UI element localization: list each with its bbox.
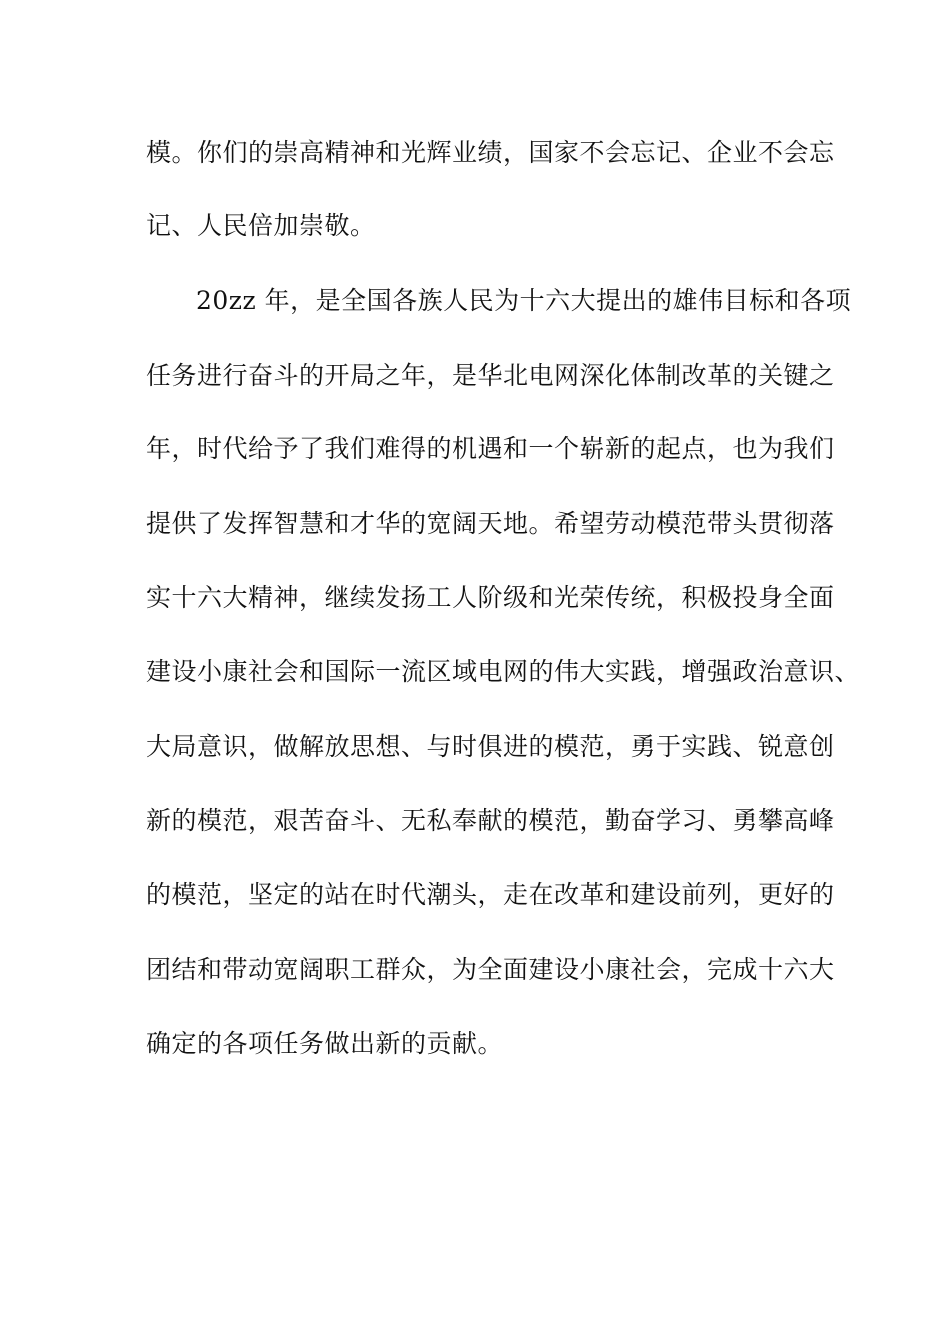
text-line: 新的模范，艰苦奋斗、无私奉献的模范，勤奋学习、勇攀高峰: [146, 806, 835, 835]
paragraph-first-line: 20zz 年，是全国各族人民为十六大提出的雄伟目标和各项: [196, 286, 852, 315]
text-line: 确定的各项任务做出新的贡献。: [146, 1029, 504, 1058]
text-line: 年，时代给予了我们难得的机遇和一个崭新的起点，也为我们: [146, 434, 835, 463]
text-line: 建设小康社会和国际一流区域电网的伟大实践，增强政治意识、: [146, 657, 861, 686]
text-line: 任务进行奋斗的开局之年，是华北电网深化体制改革的关键之: [146, 361, 835, 390]
text-line: 记、人民倍加崇敬。: [146, 211, 376, 240]
text-line: 提供了发挥智慧和才华的宽阔天地。希望劳动模范带头贯彻落: [146, 509, 835, 538]
text-line: 团结和带动宽阔职工群众，为全面建设小康社会，完成十六大: [146, 955, 835, 984]
text-line: 模。你们的崇高精神和光辉业绩，国家不会忘记、企业不会忘: [146, 138, 835, 167]
text-line: 的模范，坚定的站在时代潮头，走在改革和建设前列，更好的: [146, 880, 835, 909]
text-line: 实十六大精神，继续发扬工人阶级和光荣传统，积极投身全面: [146, 583, 835, 612]
text-line: 大局意识，做解放思想、与时俱进的模范，勇于实践、锐意创: [146, 732, 835, 761]
